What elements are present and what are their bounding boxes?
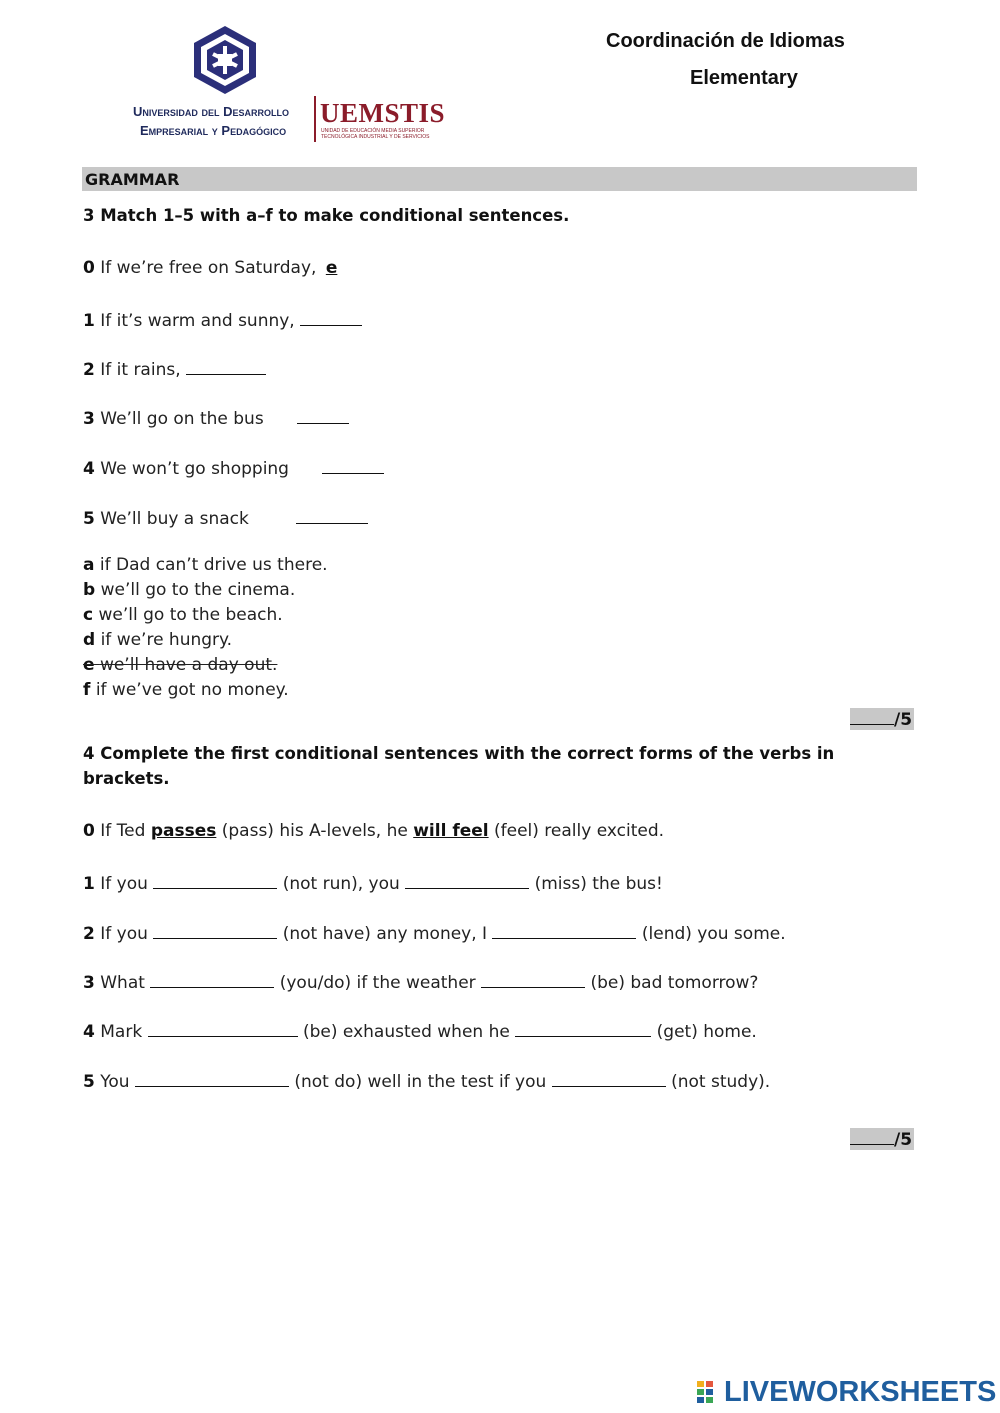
option-f <box>83 678 328 703</box>
sentence-part: What <box>100 973 145 993</box>
verb-blank[interactable] <box>135 1068 289 1087</box>
university-name-line1: Universidad del Desarrollo <box>133 104 290 119</box>
verb-blank[interactable] <box>515 1018 651 1037</box>
match-item-0 <box>83 258 337 278</box>
level-title: Elementary <box>690 67 798 89</box>
item-text: We’ll buy a snack <box>100 509 249 529</box>
section-title: GRAMMAR <box>85 170 180 189</box>
complete-item-0 <box>83 821 664 841</box>
verb-blank[interactable] <box>153 870 277 889</box>
watermark-text[interactable]: LIVEWORKSHEETS <box>724 1376 997 1408</box>
option-c <box>83 603 328 628</box>
complete-item-5 <box>83 1068 770 1092</box>
option-text: if we’re hungry. <box>100 630 233 650</box>
exercise3-instruction: 3 Match 1–5 with a–f to make conditional sentences. <box>83 206 570 225</box>
sentence-part: (get) home. <box>656 1022 757 1042</box>
exercise3-score <box>850 708 914 730</box>
option-text: if we’ve got no money. <box>95 680 289 700</box>
logo-divider <box>314 96 316 142</box>
item-text: If it rains, <box>100 360 181 380</box>
sentence-part: (not have) any money, I <box>282 924 488 944</box>
item-number: 2 <box>83 924 95 944</box>
answer-blank[interactable] <box>322 455 384 474</box>
exercise4-instruction <box>83 741 834 791</box>
sentence-part: If Ted <box>100 821 146 841</box>
option-a <box>83 553 328 578</box>
match-item-4 <box>83 455 384 479</box>
verb-blank[interactable] <box>150 969 274 988</box>
option-text: if Dad can’t drive us there. <box>99 555 328 575</box>
sentence-part: (pass) his A-levels, he <box>221 821 408 841</box>
match-item-1 <box>83 307 362 331</box>
sentence-part: Mark <box>100 1022 143 1042</box>
example-answer: will feel <box>413 821 489 841</box>
sentence-part: (not study). <box>671 1072 771 1092</box>
item-text: If we’re free on Saturday, <box>100 258 317 278</box>
complete-item-1 <box>83 870 663 894</box>
department-title: Coordinación de Idiomas <box>606 30 845 52</box>
option-letter: b <box>83 580 96 600</box>
option-letter: a <box>83 555 95 575</box>
item-number: 2 <box>83 360 95 380</box>
item-number: 1 <box>83 874 95 894</box>
option-letter: c <box>83 605 94 625</box>
sentence-part: (you/do) if the weather <box>279 973 476 993</box>
item-number: 3 <box>83 409 95 429</box>
answer-blank[interactable] <box>186 356 266 375</box>
item-number: 0 <box>83 258 95 278</box>
sentence-part: (lend) you some. <box>641 924 786 944</box>
section-bar <box>82 167 917 191</box>
options-list <box>83 553 328 703</box>
example-answer: e <box>325 258 338 278</box>
sentence-part: If you <box>100 924 148 944</box>
option-b <box>83 578 328 603</box>
sentence-part: (not run), you <box>282 874 400 894</box>
sentence-part: (miss) the bus! <box>534 874 663 894</box>
match-item-2 <box>83 356 266 380</box>
university-name-line2: Empresarial y Pedagógico <box>140 123 287 138</box>
verb-blank[interactable] <box>148 1018 298 1037</box>
option-text: we’ll go to the cinema. <box>100 580 296 600</box>
item-number: 4 <box>83 459 95 479</box>
instruction-line2: brackets. <box>83 769 170 788</box>
sentence-part: You <box>100 1072 130 1092</box>
answer-blank[interactable] <box>300 307 362 326</box>
score-blank[interactable] <box>850 708 894 725</box>
verb-blank[interactable] <box>153 920 277 939</box>
exercise4-score <box>850 1128 914 1150</box>
score-blank[interactable] <box>850 1128 894 1145</box>
complete-item-4 <box>83 1018 757 1042</box>
option-letter: d <box>83 630 96 650</box>
item-text: We’ll go on the bus <box>100 409 264 429</box>
match-item-5 <box>83 505 368 529</box>
item-number: 0 <box>83 821 95 841</box>
sentence-part: If you <box>100 874 148 894</box>
option-letter: f <box>83 680 91 700</box>
sentence-part: (be) exhausted when he <box>302 1022 510 1042</box>
option-letter: e <box>83 655 95 675</box>
option-text: we’ll have a day out. <box>99 655 278 675</box>
complete-item-3 <box>83 969 758 993</box>
instruction-line1: 4 Complete the first conditional sentences with the correct forms of the verbs in <box>83 744 835 763</box>
option-e-used <box>83 653 328 678</box>
option-d <box>83 628 328 653</box>
item-text: If it’s warm and sunny, <box>100 311 295 331</box>
answer-blank[interactable] <box>297 405 349 424</box>
item-number: 3 <box>83 973 95 993</box>
match-item-3 <box>83 405 349 429</box>
school-name: UEMSTIS <box>320 98 446 128</box>
verb-blank[interactable] <box>492 920 636 939</box>
school-subtitle: UNIDAD DE EDUCACIÓN MEDIA SUPERIOR TECNOLÓGICA INDUSTRIAL Y DE SERVICIOS <box>321 128 430 140</box>
complete-item-2 <box>83 920 786 944</box>
university-logo-icon <box>190 24 260 96</box>
verb-blank[interactable] <box>405 870 529 889</box>
liveworksheets-logo-icon <box>697 1381 723 1403</box>
sentence-part: (be) bad tomorrow? <box>590 973 759 993</box>
item-number: 5 <box>83 509 95 529</box>
item-number: 5 <box>83 1072 95 1092</box>
item-number: 4 <box>83 1022 95 1042</box>
sentence-part: (not do) well in the test if you <box>294 1072 547 1092</box>
sentence-part: (feel) really excited. <box>494 821 665 841</box>
option-text: we’ll go to the beach. <box>98 605 283 625</box>
example-answer: passes <box>150 821 217 841</box>
score-total: /5 <box>894 1130 913 1150</box>
item-number: 1 <box>83 311 95 331</box>
item-text: We won’t go shopping <box>100 459 289 479</box>
verb-blank[interactable] <box>481 969 585 988</box>
answer-blank[interactable] <box>296 505 368 524</box>
score-total: /5 <box>894 710 913 730</box>
verb-blank[interactable] <box>552 1068 666 1087</box>
